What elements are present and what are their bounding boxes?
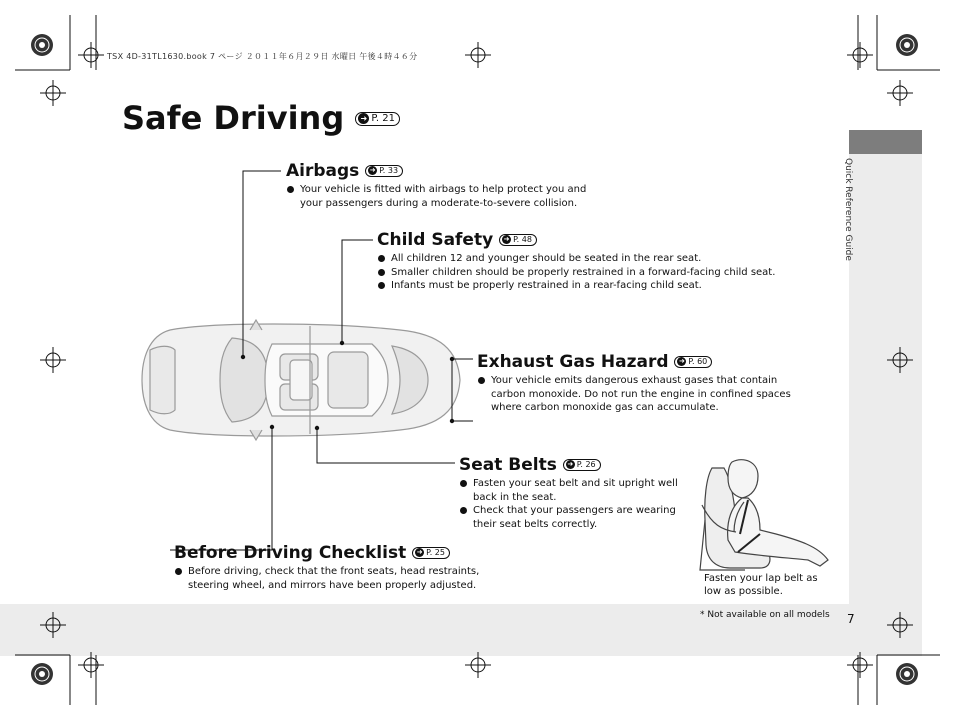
target-icon xyxy=(896,663,918,685)
bullet-item: All children 12 and younger should be seated in the rear seat. xyxy=(377,252,797,266)
section-heading xyxy=(377,229,797,251)
section-heading xyxy=(477,351,807,373)
car-topview-illustration xyxy=(142,320,460,440)
target-icon xyxy=(31,34,53,56)
arrow-right-icon: ➜ xyxy=(503,235,510,243)
seat-belts-ref-link[interactable] xyxy=(563,459,601,471)
airbags-ref-link[interactable] xyxy=(365,165,403,177)
bullet-list xyxy=(477,374,807,415)
page-title-ref-link[interactable] xyxy=(355,112,400,126)
bullet-item: Check that your passengers are wearing their seat belts correctly. xyxy=(459,504,691,531)
section-before-driving-checklist xyxy=(174,542,494,592)
section-heading xyxy=(174,542,494,564)
bullet-list xyxy=(377,252,797,293)
exhaust-ref-link[interactable] xyxy=(674,356,712,368)
crosshair-icon xyxy=(465,42,491,68)
heading-text: Child Safety xyxy=(377,230,494,250)
crosshair-icon xyxy=(847,652,873,678)
arrow-right-icon: ➜ xyxy=(416,548,423,556)
crosshair-icon xyxy=(40,80,66,106)
page-title-text: Safe Driving xyxy=(122,99,345,137)
heading-text: Exhaust Gas Hazard xyxy=(477,352,669,372)
bullet-item: Your vehicle is fitted with airbags to help protect you and your passengers during a moderate-to-severe collision. xyxy=(286,183,606,210)
section-airbags xyxy=(286,160,606,210)
target-icon xyxy=(896,34,918,56)
bullet-item: Smaller children should be properly restrained in a forward-facing child seat. xyxy=(377,266,797,280)
crosshair-icon xyxy=(887,612,913,638)
crosshair-icon xyxy=(465,652,491,678)
page-title xyxy=(122,98,400,138)
ref-label: P. 48 xyxy=(513,235,532,244)
section-heading xyxy=(459,454,691,476)
crosshair-icon xyxy=(78,42,104,68)
ref-label: P. 25 xyxy=(426,548,445,557)
arrow-right-icon: ➜ xyxy=(567,460,574,468)
bullet-item: Fasten your seat belt and sit upright well back in the seat. xyxy=(459,477,691,504)
crosshair-icon xyxy=(78,652,104,678)
crosshair-icon xyxy=(887,80,913,106)
section-exhaust-gas-hazard xyxy=(477,351,807,415)
crosshair-icon xyxy=(40,347,66,373)
bullet-list xyxy=(174,565,494,592)
page-number: 7 xyxy=(847,612,855,626)
bullet-item: Before driving, check that the front seats, head restraints, steering wheel, and mirrors have been properly adjusted. xyxy=(174,565,494,592)
bullet-item: Infants must be properly restrained in a rear-facing child seat. xyxy=(377,279,797,293)
footnote: * Not available on all models xyxy=(700,610,830,620)
print-header: TSX 4D-31TL1630.book 7 ページ ２０１１年６月２９日 水曜日 午後４時４６分 xyxy=(107,52,418,61)
crosshair-icon xyxy=(40,612,66,638)
arrow-right-icon: ➜ xyxy=(358,113,369,124)
heading-text: Before Driving Checklist xyxy=(174,543,407,563)
bullet-list xyxy=(286,183,606,210)
section-heading xyxy=(286,160,606,182)
section-seat-belts xyxy=(459,454,691,531)
crosshair-icon xyxy=(847,42,873,68)
checklist-ref-link[interactable] xyxy=(412,547,450,559)
bullet-list xyxy=(459,477,691,531)
child-safety-ref-link[interactable] xyxy=(499,234,537,246)
section-child-safety xyxy=(377,229,797,293)
heading-text: Airbags xyxy=(286,161,360,181)
target-icon xyxy=(31,663,53,685)
crosshair-icon xyxy=(887,347,913,373)
arrow-right-icon: ➜ xyxy=(369,166,376,174)
seatbelt-caption: Fasten your lap belt as low as possible. xyxy=(704,573,818,597)
ref-label: P. 26 xyxy=(576,460,596,469)
ref-label: P. 33 xyxy=(379,166,399,175)
bullet-item: Your vehicle emits dangerous exhaust gases that contain carbon monoxide. Do not run the engine in confined spaces where carbon monoxide gas can accumulate. xyxy=(477,374,807,415)
arrow-right-icon: ➜ xyxy=(678,357,685,365)
heading-text: Seat Belts xyxy=(459,455,557,475)
ref-label: P. 60 xyxy=(688,357,708,366)
seatbelt-person-illustration xyxy=(700,460,828,570)
side-tab-label: Quick Reference Guide xyxy=(843,158,853,261)
ref-label: P. 21 xyxy=(371,113,395,124)
